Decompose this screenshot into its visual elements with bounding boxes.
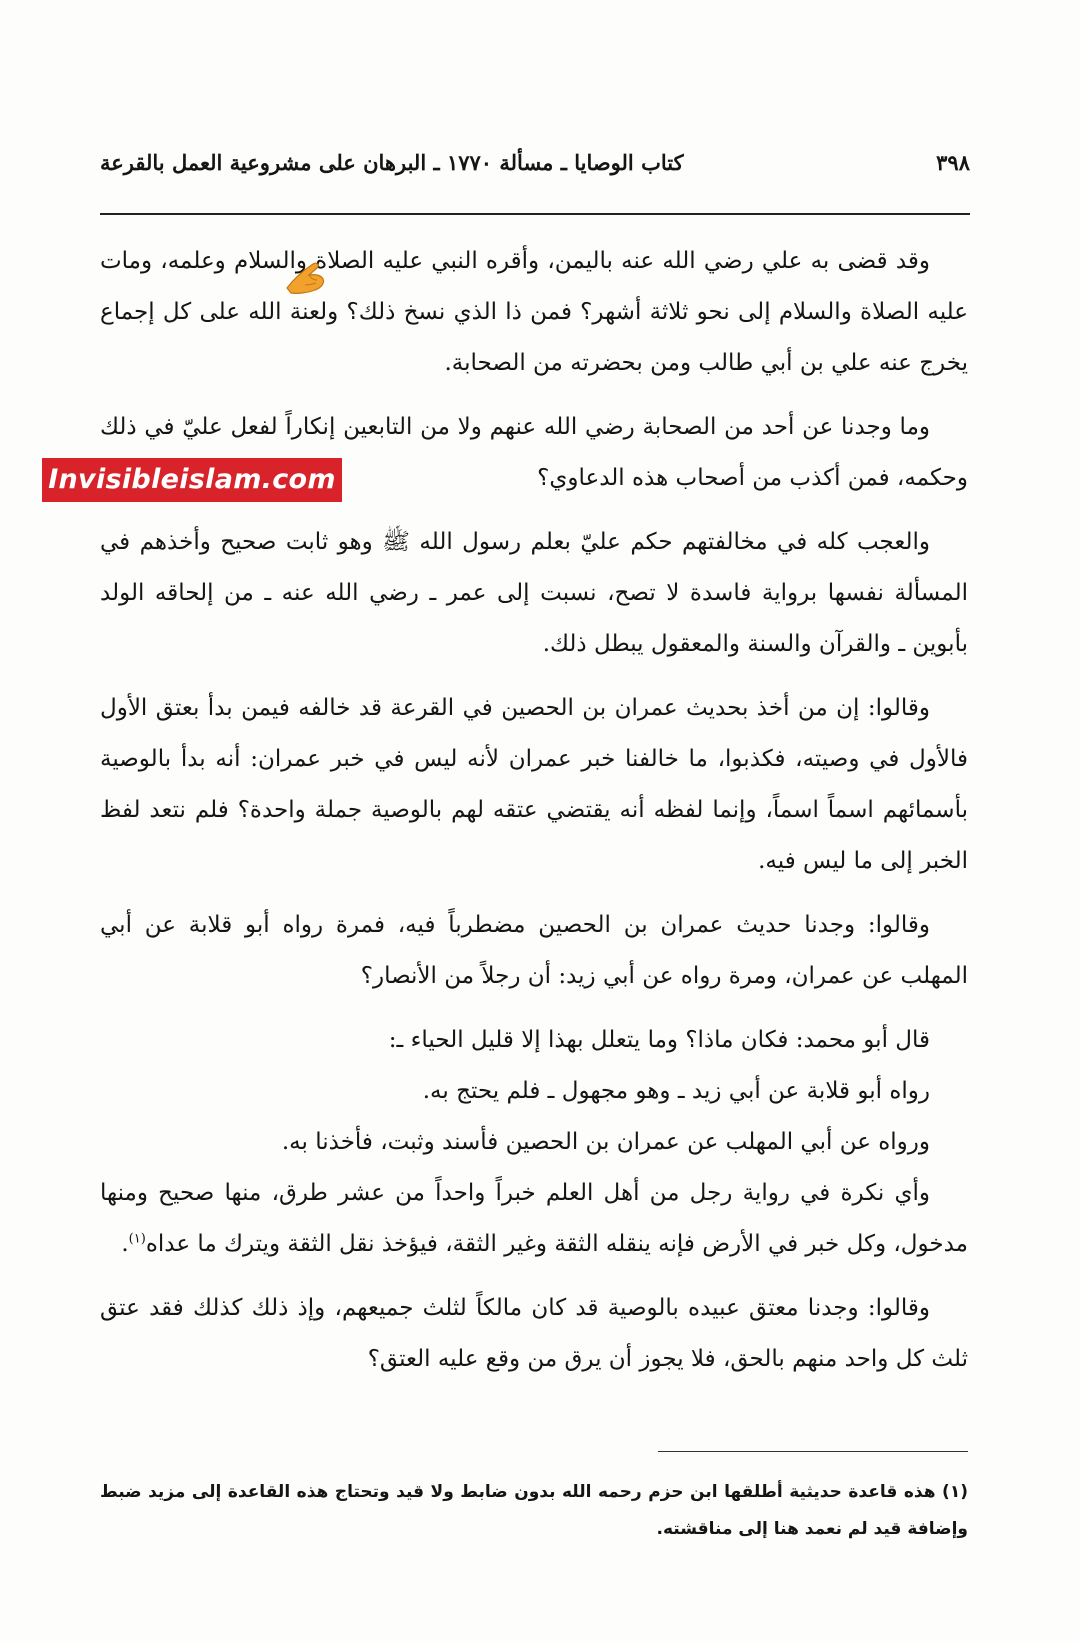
pointing-hand-icon [283,258,329,300]
main-text [100,236,968,1398]
footnote-text: (١) هذه قاعدة حديثية أطلقها ابن حزم رحمه الله بدون ضابط ولا قيد وتحتاج هذه القاعدة إلى مزيد ضبط وإضافة قيد لم نعمد هنا إلى مناقشته. [100,1482,968,1539]
text-line: رواه أبو قلابة عن أبي زيد ـ وهو مجهول ـ فلم يحتج به. [422,1078,930,1104]
paragraph: وقد قضى به علي رضي الله عنه باليمن، وأقره النبي عليه الصلاة والسلام وعلمه، ومات عليه الصلاة والسلام إلى نحو ثلاثة أشهر؟ فمن ذا الذي نسخ ذلك؟ ولعنة الله على كل إجماع يخرج عنه علي بن أبي طالب ومن بحضرته من الصحابة. [100,248,968,376]
header-divider [100,213,970,215]
footnote [100,1474,968,1548]
text-line: قال أبو محمد: فكان ماذا؟ وما يتعلل بهذا إلا قليل الحياء ـ: [388,1027,930,1053]
paragraph: وقالوا: وجدنا حديث عمران بن الحصين مضطرباً فيه، فمرة رواه أبو قلابة عن أبي المهلب عن عمران، ومرة رواه عن أبي زيد: أن رجلاً من الأنصار؟ [100,912,968,989]
page-number: ٣٩٨ [936,150,970,175]
paragraph-end: . [121,1231,129,1257]
paragraph: وقالوا: وجدنا معتق عبيده بالوصية قد كان مالكاً لثلث جميعهم، وإذ ذلك كذلك فقد عتق ثلث كل واحد منهم بالحق، فلا يجوز أن يرق من وقع عليه العتق؟ [100,1295,968,1372]
footnote-divider [658,1451,968,1452]
paragraph: وقالوا: إن من أخذ بحديث عمران بن الحصين في القرعة قد خالفه فيمن بدأ بعتق الأول فالأول في وصيته، فكذبوا، ما خالفنا خبر عمران لأنه ليس في خبر عمران: أنه بدأ بالوصية بأسمائهم اسماً اسماً، وإنما لفظه أنه يقتضي عتقه لهم بالوصية جملة واحدة؟ فلم نتعد لفظ الخبر إلى ما ليس فيه. [100,695,968,874]
paragraph: وما وجدنا عن أحد من الصحابة رضي الله عنهم ولا من التابعين إنكاراً لفعل عليّ في ذلك وحكمه، فمن أكذب من أصحاب هذه الدعاوي؟ [100,414,968,491]
paragraph [100,1168,968,1270]
text-line: ورواه عن أبي المهلب عن عمران بن الحصين فأسند وثبت، فأخذنا به. [281,1129,930,1155]
running-title: كتاب الوصايا ـ مسألة ١٧٧٠ ـ البرهان على مشروعية العمل بالقرعة [100,150,684,175]
paragraph: والعجب كله في مخالفتهم حكم عليّ بعلم رسول الله ﷺ وهو ثابت صحيح وأخذهم في المسألة نفسها برواية فاسدة لا تصح، نسبت إلى عمر ـ رضي الله عنه ـ من إلحاقه الولد بأبوين ـ والقرآن والسنة والمعقول يبطل ذلك. [100,529,968,657]
paragraph-text: وأي نكرة في رواية رجل من أهل العلم خبراً واحداً من عشر طرق، منها صحيح ومنها مدخول، وكل خبر في الأرض فإنه ينقله الثقة وغير الثقة، فيؤخذ نقل الثقة ويترك ما عداه [100,1180,968,1257]
page-header [100,150,970,192]
watermark-banner: Invisibleislam.com [42,458,342,502]
footnote-marker[interactable]: (١) [128,1231,146,1247]
